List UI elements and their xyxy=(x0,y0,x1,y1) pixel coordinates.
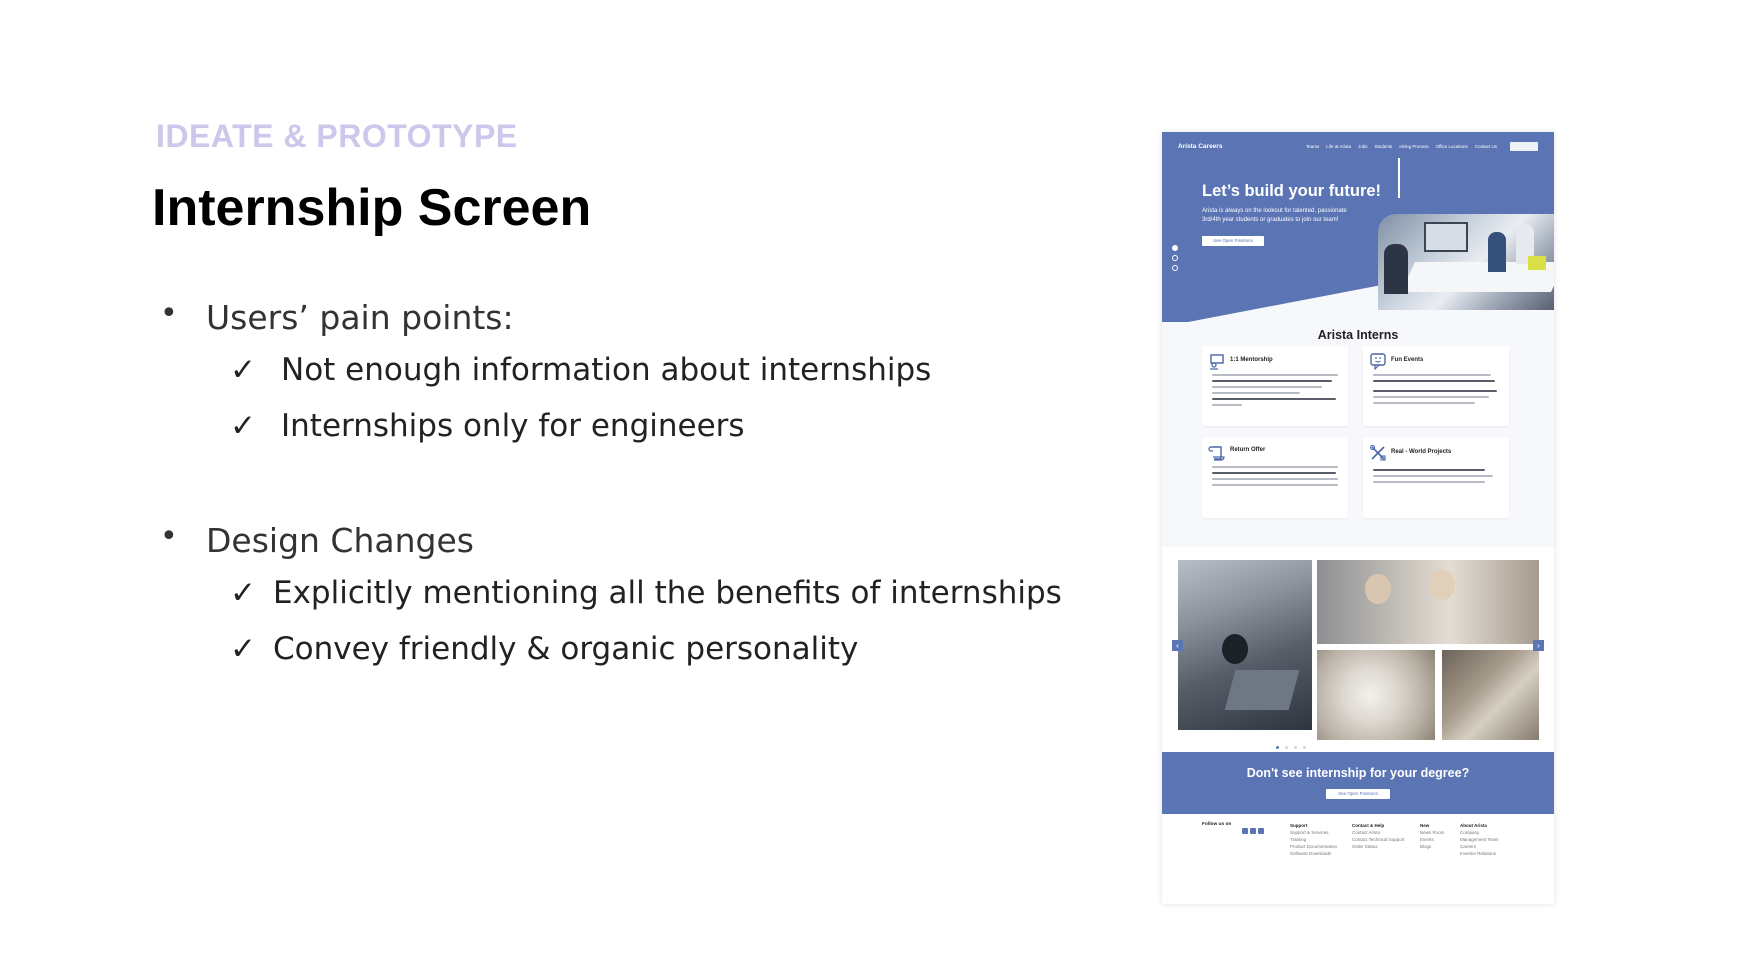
gallery-next-button[interactable]: › xyxy=(1533,640,1544,651)
hero-subtitle: 3rd/4th year students or graduates to join our team! xyxy=(1202,217,1339,223)
cta-banner xyxy=(1162,752,1554,814)
footer-link[interactable]: Investor Relations xyxy=(1460,851,1497,856)
footer-link[interactable]: Blogs xyxy=(1420,844,1432,849)
benefit-card-fun-events xyxy=(1363,346,1509,426)
text-cursor-icon xyxy=(1398,158,1400,198)
check-icon: ✓ xyxy=(230,631,256,667)
footer-column-about xyxy=(1460,822,1498,857)
footer-link[interactable]: Order Status xyxy=(1352,844,1378,849)
footer-heading: New xyxy=(1420,823,1430,828)
hero-carousel-dots xyxy=(1172,245,1178,275)
interns-title: Arista Interns xyxy=(1317,328,1399,342)
bullet-label: Users’ pain points: xyxy=(206,298,514,337)
follow-us-label: Follow us on xyxy=(1202,822,1232,827)
cta-title: Don't see internship for your degree? xyxy=(1246,766,1470,780)
tools-icon xyxy=(1369,444,1387,462)
carousel-dot[interactable] xyxy=(1172,265,1178,271)
nav-link-offices[interactable]: Office Locations xyxy=(1435,144,1468,149)
footer-link[interactable]: Careers xyxy=(1460,844,1477,849)
footer-heading: Contact & Help xyxy=(1352,823,1385,828)
internship-page-mockup xyxy=(1162,132,1554,904)
check-text: Explicitly mentioning all the benefits of internships xyxy=(273,575,1062,611)
gallery-dot[interactable] xyxy=(1294,746,1297,749)
check-icon: ✓ xyxy=(230,352,256,388)
gallery-photo xyxy=(1317,560,1539,644)
bullet-dot: • xyxy=(160,519,178,554)
gallery-dot[interactable] xyxy=(1285,746,1288,749)
nav-brand[interactable]: Arista Careers xyxy=(1178,143,1223,150)
card-title: Return Offer xyxy=(1230,447,1266,453)
scroll-icon xyxy=(1208,444,1226,462)
check-text: Convey friendly & organic personality xyxy=(273,631,859,667)
nav-link-contact[interactable]: Contact Us xyxy=(1474,144,1498,149)
benefit-card-return-offer xyxy=(1202,438,1348,518)
cta-open-positions-button[interactable]: See Open Positions xyxy=(1326,789,1390,799)
nav-search-input[interactable] xyxy=(1510,142,1538,151)
chat-smile-icon xyxy=(1369,352,1387,370)
social-links xyxy=(1242,821,1266,839)
check-icon: ✓ xyxy=(230,575,256,611)
carousel-dot[interactable] xyxy=(1172,255,1178,261)
footer-link[interactable]: Events xyxy=(1420,837,1434,842)
see-open-positions-button[interactable]: See Open Positions xyxy=(1202,236,1264,246)
footer-column-contact xyxy=(1352,822,1404,850)
facebook-icon[interactable] xyxy=(1258,828,1264,834)
gallery-photo xyxy=(1317,650,1435,740)
card-title: Real - World Projects xyxy=(1391,449,1452,455)
nav-link-hiring[interactable]: Hiring Process xyxy=(1399,144,1429,149)
footer-column-new xyxy=(1420,822,1445,850)
card-title: Fun Events xyxy=(1391,357,1424,363)
footer-link[interactable]: Product Documentation xyxy=(1290,844,1338,849)
benefit-card-mentorship xyxy=(1202,346,1348,426)
gallery-photo xyxy=(1178,560,1312,730)
footer-heading: About Arista xyxy=(1460,823,1487,828)
nav-links xyxy=(1306,144,1504,149)
nav-link-life[interactable]: Life at Arista xyxy=(1326,144,1352,149)
footer-link[interactable]: Company xyxy=(1460,830,1480,835)
footer-link[interactable]: Contact Arista xyxy=(1352,830,1381,835)
footer-link[interactable]: Contact Technical Support xyxy=(1352,837,1405,842)
benefit-card-projects xyxy=(1363,438,1509,518)
footer-link[interactable]: Software Downloads xyxy=(1290,851,1332,856)
footer-heading: Support xyxy=(1290,823,1308,828)
gallery-dot[interactable] xyxy=(1276,746,1279,749)
check-text: Not enough information about internships xyxy=(281,352,932,388)
card-title: 1:1 Mentorship xyxy=(1230,357,1273,363)
gallery-prev-button[interactable]: ‹ xyxy=(1172,640,1183,651)
footer-link[interactable]: Training xyxy=(1290,837,1307,842)
footer-link[interactable]: Management Team xyxy=(1460,837,1499,842)
linkedin-icon[interactable] xyxy=(1250,828,1256,834)
carousel-dot[interactable] xyxy=(1172,245,1178,251)
check-text: Internships only for engineers xyxy=(281,408,745,444)
nav-link-students[interactable]: Students xyxy=(1374,144,1393,149)
gallery-photo xyxy=(1442,650,1539,740)
twitter-icon[interactable] xyxy=(1242,828,1248,834)
slide-title: Internship Screen xyxy=(152,179,592,237)
gallery-dot[interactable] xyxy=(1303,746,1306,749)
footer-link[interactable]: News Room xyxy=(1420,830,1445,835)
hero-title: Let’s build your future! xyxy=(1202,182,1382,200)
nav-link-jobs[interactable]: Jobs xyxy=(1358,144,1368,149)
mentorship-icon xyxy=(1208,352,1226,370)
check-icon: ✓ xyxy=(230,408,256,444)
hero-subtitle: Arista is always on the lookout for talented, passionate xyxy=(1202,208,1347,214)
nav-link-teams[interactable]: Teams xyxy=(1306,144,1320,149)
hero-office-photo xyxy=(1378,214,1554,310)
bullet-dot: • xyxy=(160,296,178,331)
footer-link[interactable]: Support & Services xyxy=(1290,830,1329,835)
bullet-label: Design Changes xyxy=(206,521,474,560)
footer-column-support xyxy=(1290,822,1337,857)
section-label: IDEATE & PROTOTYPE xyxy=(156,118,518,154)
